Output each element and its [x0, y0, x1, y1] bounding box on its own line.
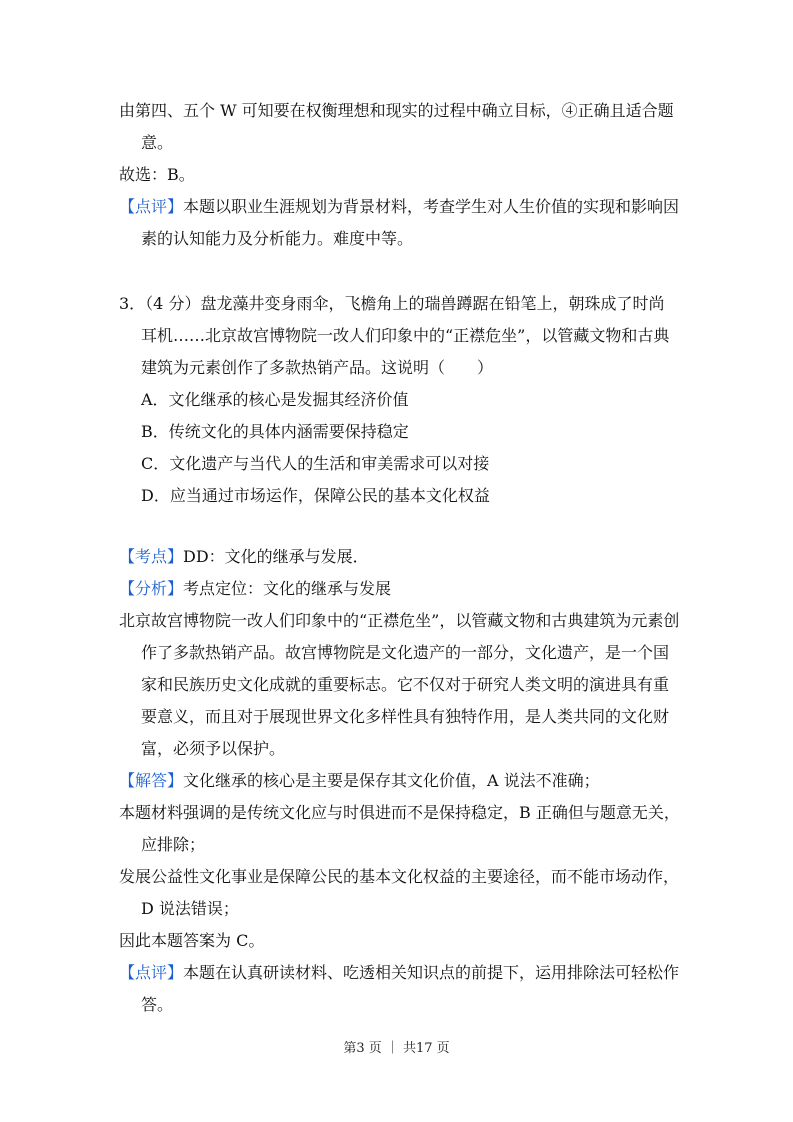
dianping-tag: 【点评】	[119, 963, 184, 982]
question-stem-line: 耳机……北京故宫博物院一改人们印象中的“正襟危坐”，以管藏文物和古典	[141, 326, 670, 345]
review-tag: 【点评】	[119, 197, 184, 216]
fenxi-text: 考点定位：文化的继承与发展	[183, 579, 392, 598]
jieda-text: 文化继承的核心是主要是保存其文化价值，A 说法不准确；	[183, 771, 600, 790]
option-b: B．传统文化的具体内涵需要保持稳定	[141, 422, 409, 441]
prev-answer: 故选：B。	[119, 165, 195, 184]
jieda-line: D 说法错误；	[141, 899, 239, 918]
jieda	[119, 771, 600, 791]
jieda-tag: 【解答】	[119, 771, 184, 790]
fenxi	[119, 579, 391, 599]
dianping-line: 答。	[141, 995, 174, 1014]
fenxi-line: 富，必须予以保护。	[141, 739, 286, 758]
kaodian	[119, 547, 369, 567]
dianping-text: 本题在认真研读材料、吃透相关知识点的前提下，运用排除法可轻松作	[183, 963, 680, 982]
question-stem-line: 建筑为元素创作了多款热销产品。这说明（ ）	[141, 358, 494, 377]
fenxi-line: 家和民族历史文化成就的重要标志。它不仅对于研究人类文明的演进具有重	[141, 675, 670, 694]
prev-review-line: 素的认知能力及分析能力。难度中等。	[141, 229, 414, 248]
fenxi-line: 作了多款热销产品。故宫博物院是文化遗产的一部分，文化遗产，是一个国	[141, 643, 670, 662]
question-stem-line: 3．（4 分）盘龙藻井变身雨伞，飞檐角上的瑞兽蹲踞在铅笔上，朝珠成了时尚	[119, 294, 665, 313]
prev-review	[119, 197, 679, 217]
option-a: A．文化继承的核心是发掘其经济价值	[141, 390, 409, 409]
option-c: C．文化遗产与当代人的生活和审美需求可以对接	[141, 454, 490, 473]
fenxi-line: 北京故宫博物院一改人们印象中的“正襟危坐”，以管藏文物和古典建筑为元素创	[119, 611, 680, 630]
jieda-line: 本题材料强调的是传统文化应与时俱进而不是保持稳定，B 正确但与题意无关，	[119, 803, 680, 822]
jieda-line: 应排除；	[141, 835, 206, 854]
dianping	[119, 963, 679, 983]
kaodian-text: DD：文化的继承与发展．	[183, 547, 369, 566]
fenxi-line: 要意义，而且对于展现世界文化多样性具有独特作用，是人类共同的文化财	[141, 707, 670, 726]
page-footer: 第3 页 ｜ 共17 页	[343, 1041, 450, 1056]
jieda-line: 因此本题答案为 C。	[119, 931, 265, 950]
jieda-line: 发展公益性文化事业是保障公民的基本文化权益的主要途径，而不能市场动作，	[119, 867, 680, 886]
prev-analysis-line: 由第四、五个 W 可知要在权衡理想和现实的过程中确立目标，④正确且适合题	[119, 101, 674, 120]
option-d: D．应当通过市场运作，保障公民的基本文化权益	[141, 486, 490, 505]
fenxi-tag: 【分析】	[119, 579, 184, 598]
review-text: 本题以职业生涯规划为背景材料，考查学生对人生价值的实现和影响因	[183, 197, 680, 216]
prev-analysis-line: 意。	[141, 133, 174, 152]
kaodian-tag: 【考点】	[119, 547, 184, 566]
